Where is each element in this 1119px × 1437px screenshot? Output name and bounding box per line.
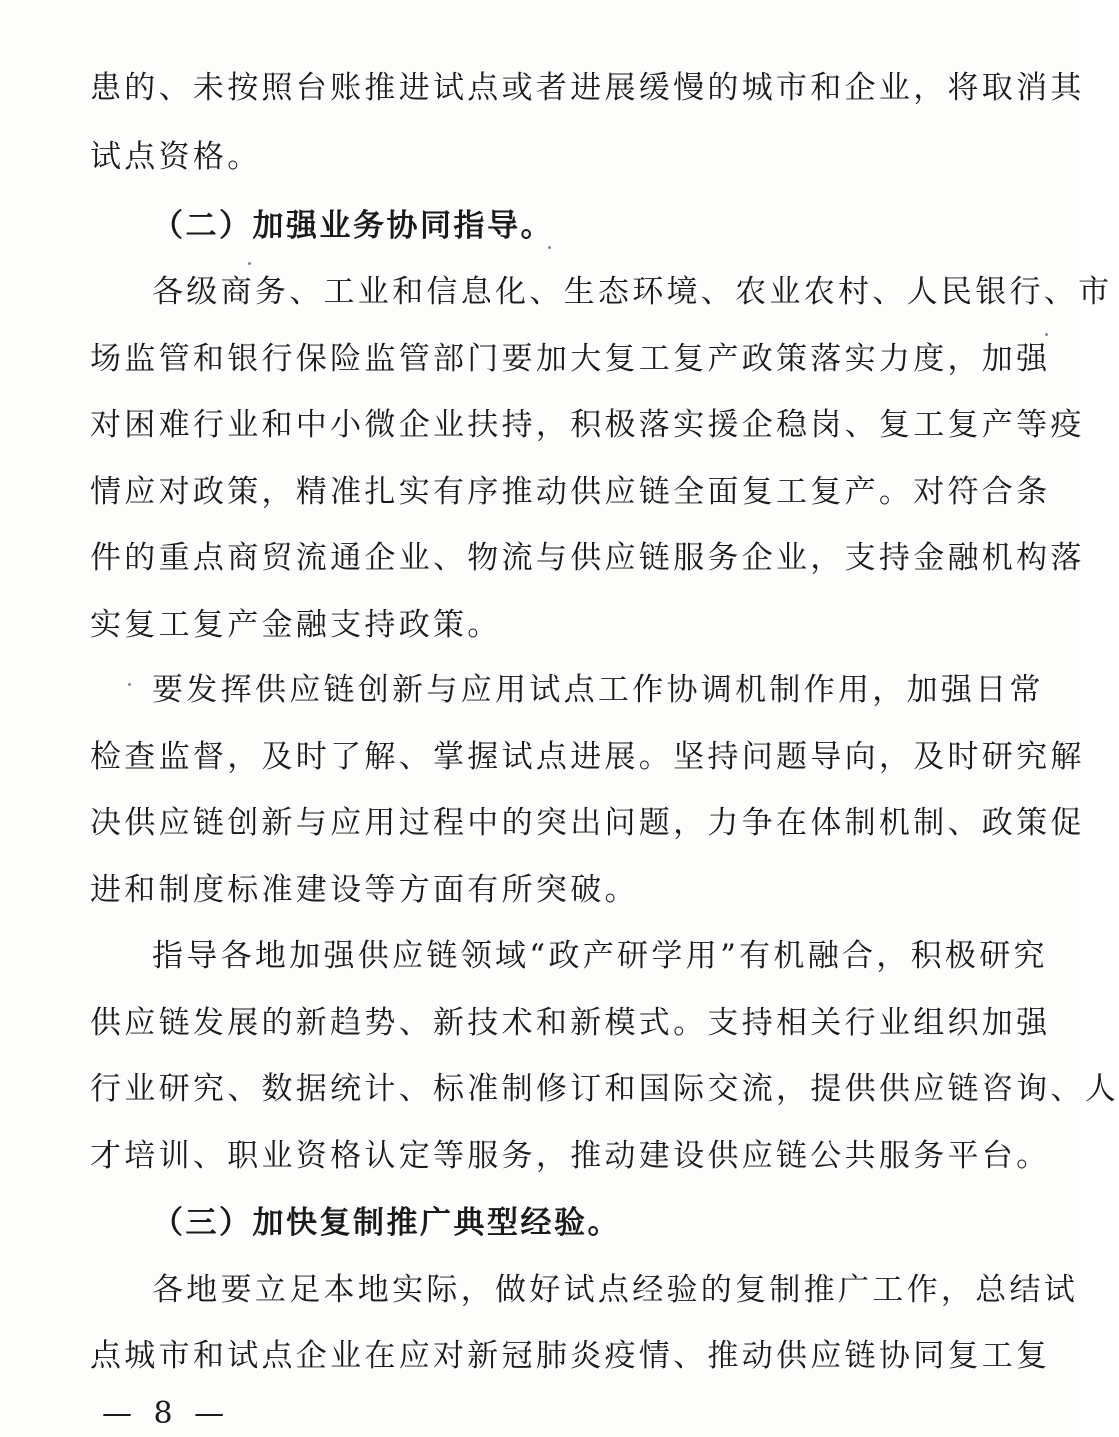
text-line: 情应对政策，精准扎实有序推动供应链全面复工复产。对符合条 [90, 474, 1051, 510]
text-line: 场监管和银行保险监管部门要加大复工复产政策落实力度，加强 [90, 341, 1051, 377]
scan-speck [128, 683, 131, 686]
text-line: 供应链发展的新趋势、新技术和新模式。支持相关行业组织加强 [90, 1005, 1051, 1041]
text-line: 各级商务、工业和信息化、生态环境、农业农村、人民银行、市 [152, 274, 1113, 310]
text-line: 进和制度标准建设等方面有所突破。 [90, 872, 639, 908]
text-line: 实复工复产金融支持政策。 [90, 607, 502, 643]
section-heading: （二）加强业务协同指导。 [152, 208, 554, 244]
scan-speck [248, 262, 251, 265]
text-line: 指导各地加强供应链领域“政产研学用”有机融合，积极研究 [152, 938, 1048, 974]
text-line: 检查监督，及时了解、掌握试点进展。坚持问题导向，及时研究解 [90, 739, 1085, 775]
page-number: — 8 — [102, 1396, 231, 1431]
text-line: 要发挥供应链创新与应用试点工作协调机制作用，加强日常 [152, 672, 1044, 708]
scan-speck [548, 246, 551, 249]
text-line: 患的、未按照台账推进试点或者进展缓慢的城市和企业，将取消其 [90, 70, 1085, 106]
section-heading: （三）加快复制推广典型经验。 [152, 1205, 621, 1241]
text-line: 行业研究、数据统计、标准制修订和国际交流，提供供应链咨询、人 [90, 1071, 1119, 1107]
text-line: 对困难行业和中小微企业扶持，积极落实援企稳岗、复工复产等疫 [90, 407, 1085, 443]
text-line: 件的重点商贸流通企业、物流与供应链服务企业，支持金融机构落 [90, 540, 1085, 576]
text-line: 点城市和试点企业在应对新冠肺炎疫情、推动供应链协同复工复 [90, 1338, 1051, 1374]
text-line: 才培训、职业资格认定等服务，推动建设供应链公共服务平台。 [90, 1138, 1051, 1174]
scan-speck [1045, 333, 1048, 336]
text-line: 各地要立足本地实际，做好试点经验的复制推广工作，总结试 [152, 1272, 1079, 1308]
text-line: 试点资格。 [90, 139, 262, 175]
text-line: 决供应链创新与应用过程中的突出问题，力争在体制机制、政策促 [90, 805, 1085, 841]
